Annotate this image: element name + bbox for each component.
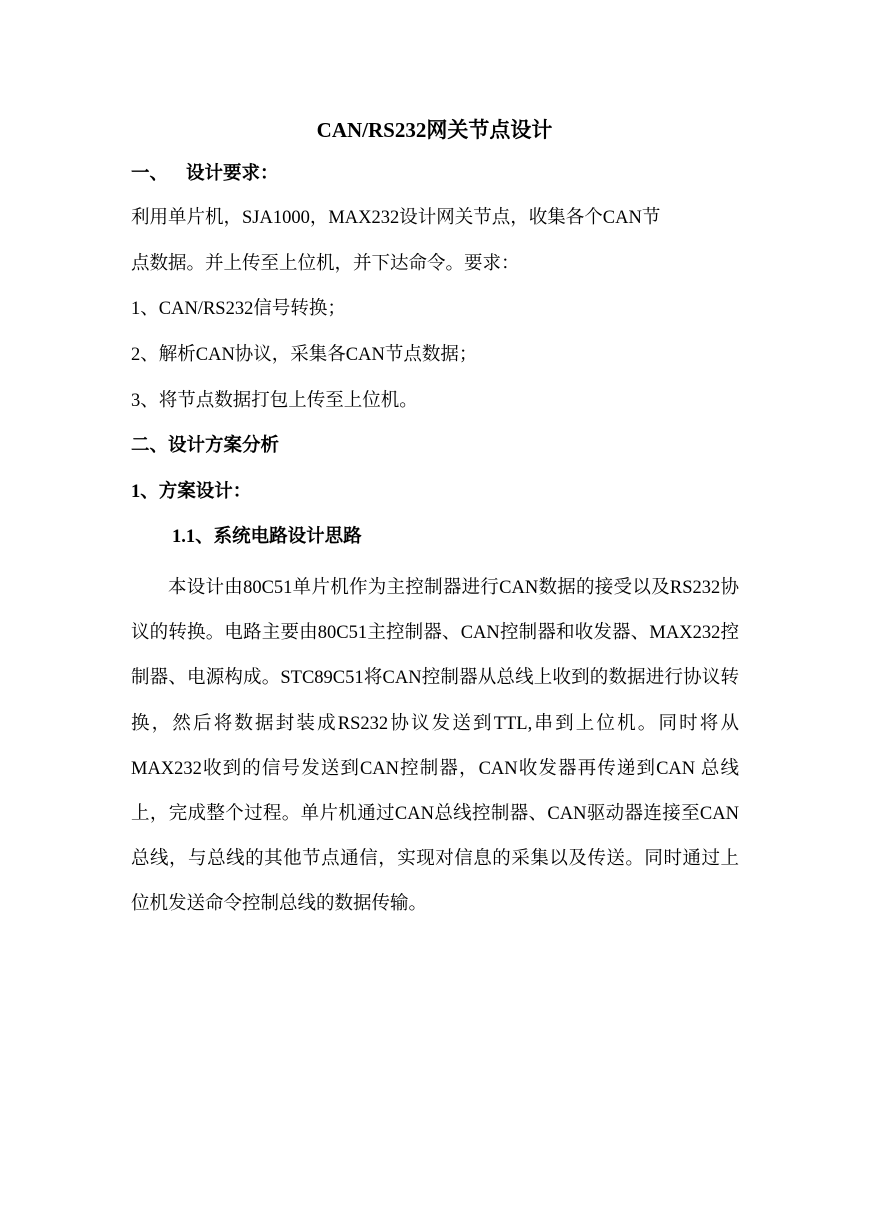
intro-line-1: 利用单片机，SJA1000，MAX232设计网关节点，收集各个CAN节 [131,208,661,228]
requirement-item-2: 2、解析CAN协议，采集各CAN节点数据； [131,345,478,365]
section2-heading: 二、设计方案分析 [131,436,280,456]
design-description-paragraph: 本设计由80C51单片机作为主控制器进行CAN数据的接受以及RS232协议的转换。电路主要由80C51主控制器、CAN控制器和收发器、MAX232控制器、电源构成。STC89C51将CAN控制器从总线上收到的数据进行协议转换，然后将数据封装成RS232协议发送到TTL,串到上位机。同时将从MAX232收到的信号发送到CAN控制器，CAN收发器再传递到CAN 总线上，完成整个过程。单片机通过CAN总线控制器、CAN驱动器连接至CAN总线，与总线的其他节点通信，实现对信息的采集以及传送。同时通过上位机发送命令控制总线的数据传输。 [131,578,739,915]
intro-line-2: 点数据。并上传至上位机，并下达命令。要求： [131,254,520,274]
section1-number: 一、 [131,164,169,184]
requirement-item-1: 1、CAN/RS232信号转换； [131,299,346,319]
section1-heading-text: 设计要求： [186,164,279,184]
subsection-heading: 1、方案设计： [131,482,252,502]
requirement-item-3: 3、将节点数据打包上传至上位机。 [131,391,418,411]
subsubsection-heading: 1.1、系统电路设计思路 [172,527,362,547]
document-title: CAN/RS232网关节点设计 [316,118,553,142]
